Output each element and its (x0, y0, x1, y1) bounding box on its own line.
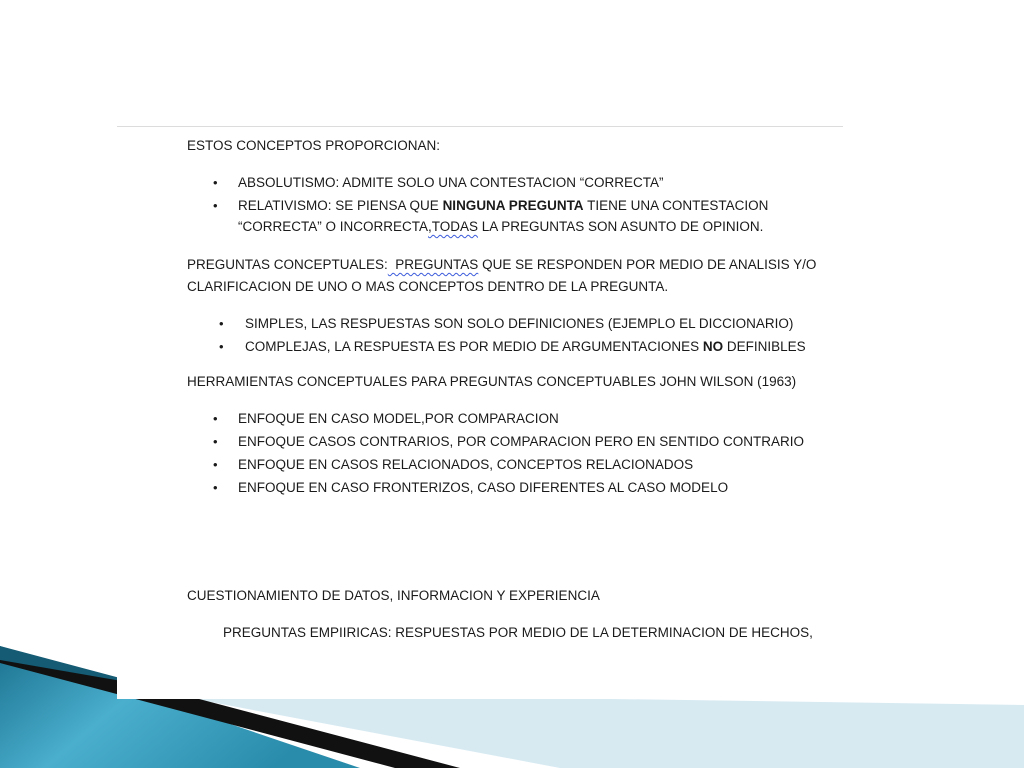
bullet-icon: • (213, 480, 218, 495)
item-text: RELATIVISMO: SE PIENSA QUE (238, 198, 443, 213)
item-text: ENFOQUE CASOS CONTRARIOS, POR COMPARACION PERO EN SENTIDO CONTRARIO (238, 434, 805, 449)
item-text: ABSOLUTISMO: ADMITE SOLO UNA CONTESTACION “CORRECTA” (238, 175, 664, 190)
item-bold-text: NO (702, 339, 724, 354)
list-item (213, 434, 804, 457)
list-item (213, 480, 804, 503)
bullet-icon: • (213, 434, 218, 449)
item-text: TIENE UNA CONTESTACION (583, 198, 769, 213)
item-text: “CORRECTA” O INCORRECTA (238, 219, 428, 234)
section2-list (219, 316, 806, 355)
bullet-icon: • (213, 411, 218, 426)
section3-heading: HERRAMIENTAS CONCEPTUALES PARA PREGUNTAS CONCEPTUABLES JOHN WILSON (1963) (187, 374, 797, 389)
bullet-icon: • (213, 457, 218, 472)
item-text: LA PREGUNTAS SON ASUNTO DE OPINION. (478, 219, 764, 234)
bullet-icon: • (213, 175, 218, 190)
bullet-icon: • (213, 198, 218, 213)
section4-heading: CUESTIONAMIENTO DE DATOS, INFORMACION Y EXPERIENCIA (187, 588, 600, 603)
document-page (117, 126, 843, 699)
item-text: SIMPLES, LAS RESPUESTAS SON SOLO DEFINICIONES (EJEMPLO EL DICCIONARIO) (245, 316, 794, 331)
list-item (213, 175, 768, 198)
section3-list (213, 411, 804, 503)
item-line-1 (238, 198, 768, 219)
list-item (219, 316, 806, 339)
item-text: DEFINIBLES (723, 339, 806, 354)
list-item (213, 411, 804, 434)
item-text: COMPLEJAS, LA RESPUESTA ES POR MEDIO DE ARGUMENTACIONES (245, 339, 703, 354)
list-item (219, 339, 806, 355)
section1-list (213, 175, 768, 235)
item-text: ENFOQUE EN CASO FRONTERIZOS, CASO DIFERENTES AL CASO MODELO (238, 480, 729, 495)
item-line-2 (238, 219, 768, 235)
section2-line-2: CLARIFICACION DE UNO O MAS CONCEPTOS DENTRO DE LA PREGUNTA. (187, 279, 669, 294)
list-item (213, 457, 804, 480)
item-bold-text: NINGUNA PREGUNTA (442, 198, 584, 213)
item-text: ENFOQUE EN CASO MODEL,POR COMPARACION (238, 411, 559, 426)
spellcheck-text: PREGUNTAS (387, 257, 479, 272)
spellcheck-text: ,TODAS (428, 219, 479, 234)
list-item (213, 198, 768, 235)
section4-subline: PREGUNTAS EMPIIRICAS: RESPUESTAS POR MEDIO DE LA DETERMINACION DE HECHOS, (223, 625, 813, 640)
section2-line-1 (187, 257, 816, 273)
paragraph-text: PREGUNTAS CONCEPTUALES: (187, 257, 388, 272)
paragraph-text: QUE SE RESPONDEN POR MEDIO DE ANALISIS Y/O (478, 257, 817, 272)
bullet-icon: • (219, 316, 224, 331)
item-text: ENFOQUE EN CASOS RELACIONADOS, CONCEPTOS RELACIONADOS (238, 457, 694, 472)
bullet-icon: • (219, 339, 224, 354)
section1-heading: ESTOS CONCEPTOS PROPORCIONAN: (187, 138, 441, 153)
